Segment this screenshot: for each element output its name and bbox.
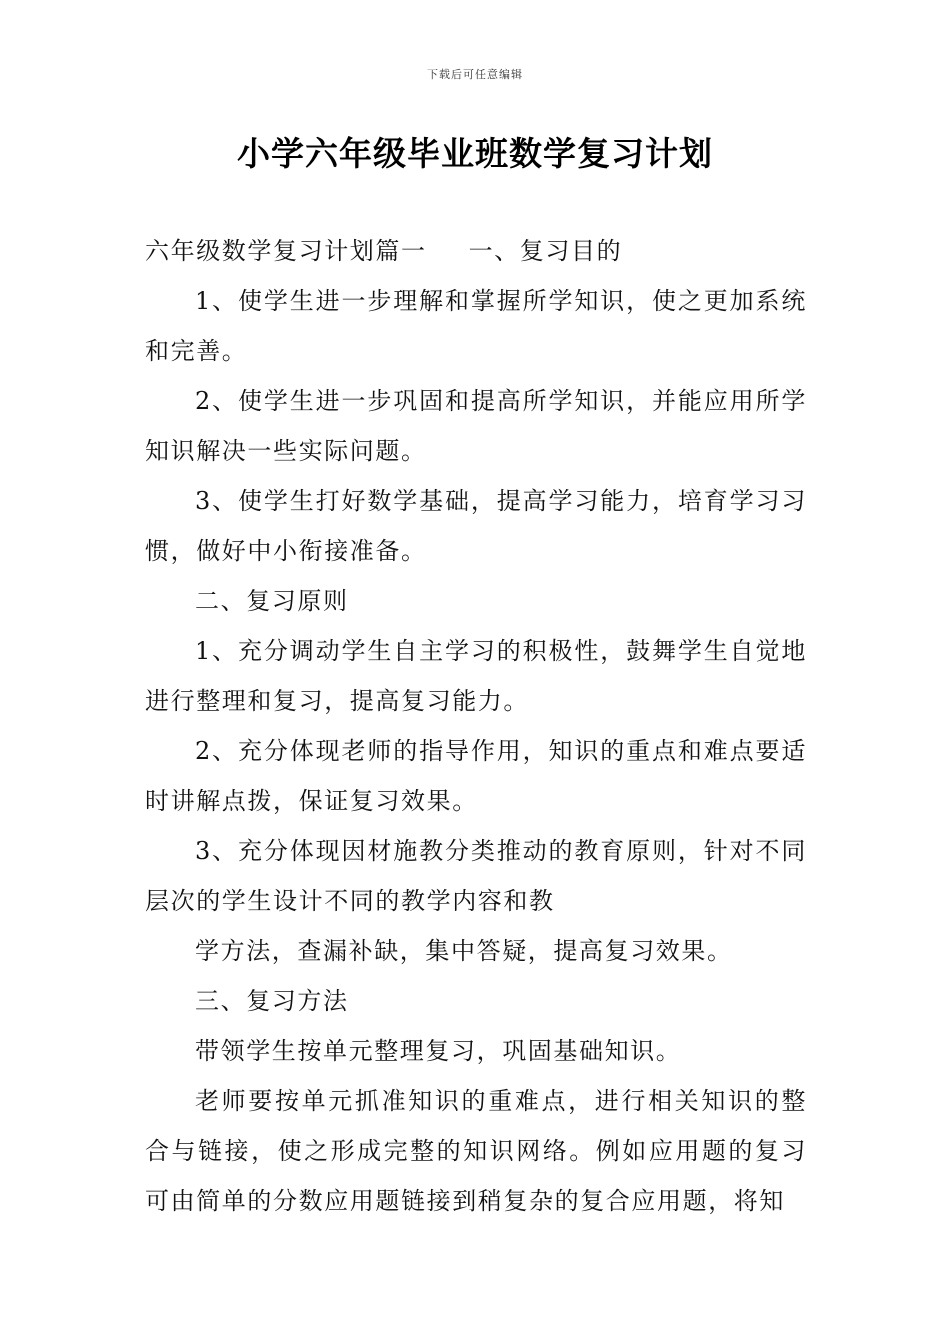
section-heading-goals: 一、复习目的	[468, 237, 623, 265]
section-heading-principles: 二、复习原则	[195, 587, 349, 615]
header-note: 下载后可任意编辑	[427, 68, 523, 81]
paragraph: 3、使学生打好数学基础，提高学习能力，培育学习习惯，做好中小衔接准备。	[145, 487, 807, 565]
paragraph: 2、使学生进一步巩固和提高所学知识，并能应用所学知识解决一些实际问题。	[145, 387, 807, 465]
paragraph: 3、充分体现因材施教分类推动的教育原则，针对不同层次的学生设计不同的教学内容和教	[145, 837, 807, 915]
paragraph: 老师要按单元抓准知识的重难点，进行相关知识的整合与链接，使之形成完整的知识网络。例如应用题的复习可由简单的分数应用题链接到稍复杂的复合应用题，将知	[145, 1087, 807, 1215]
intro-line	[145, 226, 807, 276]
paragraph: 带领学生按单元整理复习，巩固基础知识。	[195, 1037, 682, 1065]
paragraph: 学方法，查漏补缺，集中答疑，提高复习效果。	[195, 937, 733, 965]
paragraph: 1、使学生进一步理解和掌握所学知识，使之更加系统和完善。	[145, 287, 807, 365]
section-heading-methods: 三、复习方法	[195, 987, 349, 1015]
paragraph: 2、充分体现老师的指导作用，知识的重点和难点要适时讲解点拨，保证复习效果。	[145, 737, 807, 815]
document-body	[145, 226, 807, 1226]
intro-lead: 六年级数学复习计划篇一	[145, 237, 427, 265]
document-title: 小学六年级毕业班数学复习计划	[237, 134, 713, 173]
paragraph: 1、充分调动学生自主学习的积极性，鼓舞学生自觉地进行整理和复习，提高复习能力。	[145, 637, 807, 715]
